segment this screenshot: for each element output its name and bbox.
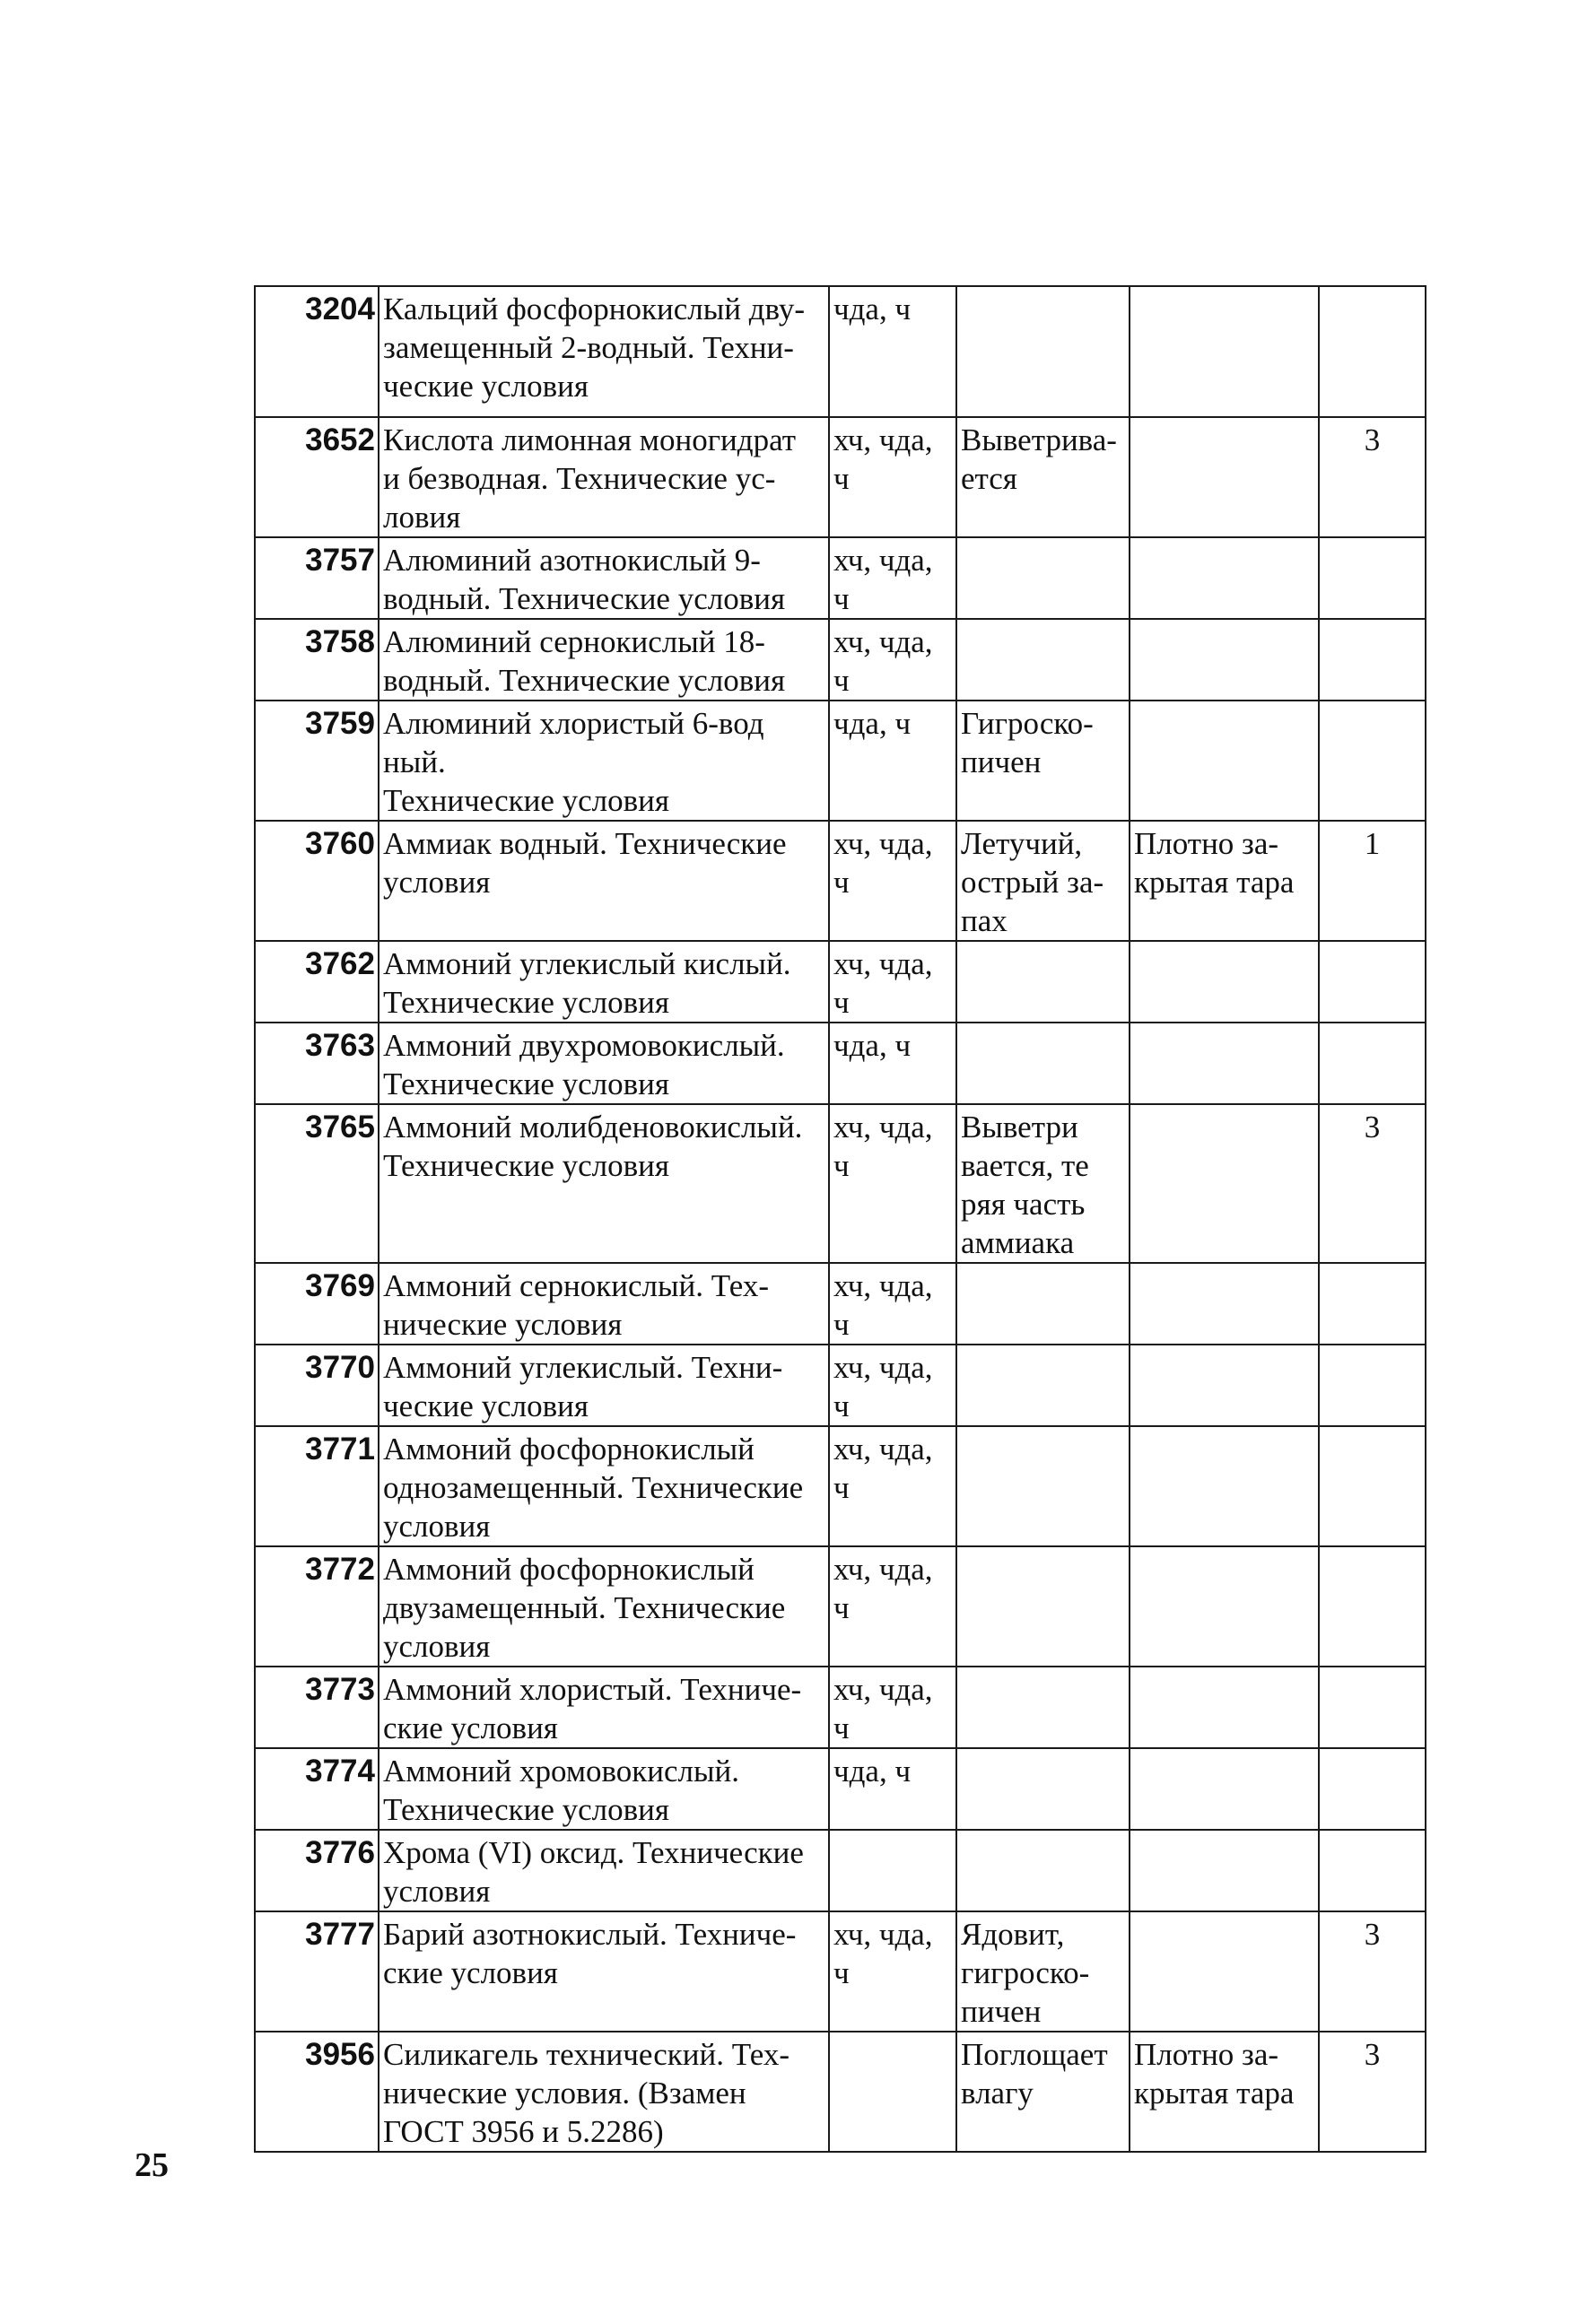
class-cell	[1319, 1667, 1426, 1748]
table-row	[255, 1263, 1426, 1345]
packaging-cell	[1130, 286, 1319, 417]
property-cell: Поглощает влагу	[956, 2032, 1130, 2152]
class-cell	[1319, 1023, 1426, 1104]
property-cell: Выветри вается, те ряя часть аммиака	[956, 1104, 1130, 1263]
standard-number-cell: 3770	[255, 1345, 379, 1426]
class-cell	[1319, 619, 1426, 701]
table-row	[255, 1667, 1426, 1748]
property-cell	[956, 619, 1130, 701]
product-name-cell: Аммоний углекислый кислый. Технические условия	[379, 941, 829, 1023]
standard-number-cell: 3759	[255, 701, 379, 821]
property-cell	[956, 1263, 1130, 1345]
property-cell: Летучий, острый за- пах	[956, 821, 1130, 941]
packaging-cell	[1130, 1023, 1319, 1104]
class-cell	[1319, 1345, 1426, 1426]
standard-number-cell: 3771	[255, 1426, 379, 1546]
qualification-cell: хч, чда, ч	[829, 1104, 956, 1263]
class-cell	[1319, 1748, 1426, 1830]
qualification-cell: хч, чда, ч	[829, 417, 956, 537]
table-row	[255, 2032, 1426, 2152]
product-name-cell: Аммоний сернокислый. Тех- нические условия	[379, 1263, 829, 1345]
packaging-cell	[1130, 1426, 1319, 1546]
table-row	[255, 1023, 1426, 1104]
table-body	[255, 286, 1426, 2152]
table-row	[255, 1911, 1426, 2032]
standards-table	[254, 285, 1426, 2153]
standard-number-cell: 3956	[255, 2032, 379, 2152]
table-row	[255, 821, 1426, 941]
qualification-cell: хч, чда, ч	[829, 1263, 956, 1345]
packaging-cell	[1130, 1104, 1319, 1263]
qualification-cell: чда, ч	[829, 286, 956, 417]
packaging-cell	[1130, 1667, 1319, 1748]
class-cell	[1319, 1263, 1426, 1345]
property-cell	[956, 1748, 1130, 1830]
class-cell	[1319, 286, 1426, 417]
table-row	[255, 1830, 1426, 1911]
class-cell: 1	[1319, 821, 1426, 941]
packaging-cell	[1130, 1345, 1319, 1426]
class-cell	[1319, 1546, 1426, 1667]
product-name-cell: Алюминий сернокислый 18- водный. Технические условия	[379, 619, 829, 701]
property-cell	[956, 1830, 1130, 1911]
product-name-cell: Алюминий хлористый 6-вод ный. Технические условия	[379, 701, 829, 821]
standard-number-cell: 3760	[255, 821, 379, 941]
table-row	[255, 619, 1426, 701]
packaging-cell: Плотно за- крытая тара	[1130, 2032, 1319, 2152]
packaging-cell	[1130, 1830, 1319, 1911]
product-name-cell: Аммиак водный. Технические условия	[379, 821, 829, 941]
class-cell: 3	[1319, 417, 1426, 537]
product-name-cell: Силикагель технический. Тех- нические условия. (Взамен ГОСТ 3956 и 5.2286)	[379, 2032, 829, 2152]
class-cell	[1319, 1426, 1426, 1546]
class-cell: 3	[1319, 1104, 1426, 1263]
class-cell: 3	[1319, 1911, 1426, 2032]
qualification-cell: чда, ч	[829, 1748, 956, 1830]
qualification-cell: чда, ч	[829, 701, 956, 821]
product-name-cell: Хрома (VI) оксид. Технические условия	[379, 1830, 829, 1911]
packaging-cell	[1130, 1748, 1319, 1830]
packaging-cell: Плотно за- крытая тара	[1130, 821, 1319, 941]
property-cell	[956, 1426, 1130, 1546]
product-name-cell: Алюминий азотнокислый 9- водный. Технические условия	[379, 537, 829, 619]
qualification-cell: хч, чда, ч	[829, 619, 956, 701]
qualification-cell: хч, чда, ч	[829, 1667, 956, 1748]
packaging-cell	[1130, 941, 1319, 1023]
qualification-cell: хч, чда, ч	[829, 1426, 956, 1546]
class-cell	[1319, 1830, 1426, 1911]
property-cell	[956, 1667, 1130, 1748]
class-cell	[1319, 701, 1426, 821]
table-row	[255, 537, 1426, 619]
product-name-cell: Аммоний двухромовокислый. Технические условия	[379, 1023, 829, 1104]
standard-number-cell: 3776	[255, 1830, 379, 1911]
product-name-cell: Кислота лимонная моногидрат и безводная. Технические ус- ловия	[379, 417, 829, 537]
packaging-cell	[1130, 619, 1319, 701]
qualification-cell: хч, чда, ч	[829, 1546, 956, 1667]
product-name-cell: Аммоний фосфорнокислый однозамещенный. Технические условия	[379, 1426, 829, 1546]
standard-number-cell: 3772	[255, 1546, 379, 1667]
class-cell	[1319, 941, 1426, 1023]
property-cell	[956, 941, 1130, 1023]
qualification-cell	[829, 2032, 956, 2152]
class-cell: 3	[1319, 2032, 1426, 2152]
standard-number-cell: 3652	[255, 417, 379, 537]
product-name-cell: Аммоний углекислый. Техни- ческие условия	[379, 1345, 829, 1426]
property-cell: Выветрива- ется	[956, 417, 1130, 537]
product-name-cell: Барий азотнокислый. Техниче- ские условия	[379, 1911, 829, 2032]
qualification-cell	[829, 1830, 956, 1911]
packaging-cell	[1130, 417, 1319, 537]
property-cell	[956, 537, 1130, 619]
qualification-cell: хч, чда, ч	[829, 821, 956, 941]
packaging-cell	[1130, 1546, 1319, 1667]
packaging-cell	[1130, 1911, 1319, 2032]
table-row	[255, 1345, 1426, 1426]
table-row	[255, 1104, 1426, 1263]
standard-number-cell: 3773	[255, 1667, 379, 1748]
property-cell: Гигроско- пичен	[956, 701, 1130, 821]
table-row	[255, 701, 1426, 821]
standard-number-cell: 3774	[255, 1748, 379, 1830]
class-cell	[1319, 537, 1426, 619]
standard-number-cell: 3769	[255, 1263, 379, 1345]
product-name-cell: Кальций фосфорнокислый дву- замещенный 2-водный. Техни- ческие условия	[379, 286, 829, 417]
property-cell: Ядовит, гигроско- пичен	[956, 1911, 1130, 2032]
product-name-cell: Аммоний фосфорнокислый двузамещенный. Технические условия	[379, 1546, 829, 1667]
property-cell	[956, 1023, 1130, 1104]
qualification-cell: хч, чда, ч	[829, 941, 956, 1023]
standard-number-cell: 3757	[255, 537, 379, 619]
packaging-cell	[1130, 1263, 1319, 1345]
table-row	[255, 1426, 1426, 1546]
product-name-cell: Аммоний молибденовокислый. Технические условия	[379, 1104, 829, 1263]
table-row	[255, 1748, 1426, 1830]
qualification-cell: хч, чда, ч	[829, 1911, 956, 2032]
packaging-cell	[1130, 701, 1319, 821]
page-number: 25	[135, 2146, 169, 2184]
table-row	[255, 941, 1426, 1023]
property-cell	[956, 1546, 1130, 1667]
standard-number-cell: 3758	[255, 619, 379, 701]
property-cell	[956, 286, 1130, 417]
standard-number-cell: 3763	[255, 1023, 379, 1104]
product-name-cell: Аммоний хромовокислый. Технические условия	[379, 1748, 829, 1830]
table-row	[255, 417, 1426, 537]
standard-number-cell: 3204	[255, 286, 379, 417]
standard-number-cell: 3765	[255, 1104, 379, 1263]
standard-number-cell: 3762	[255, 941, 379, 1023]
product-name-cell: Аммоний хлористый. Техниче- ские условия	[379, 1667, 829, 1748]
packaging-cell	[1130, 537, 1319, 619]
table-row	[255, 286, 1426, 417]
qualification-cell: хч, чда, ч	[829, 1345, 956, 1426]
standard-number-cell: 3777	[255, 1911, 379, 2032]
qualification-cell: хч, чда, ч	[829, 537, 956, 619]
property-cell	[956, 1345, 1130, 1426]
qualification-cell: чда, ч	[829, 1023, 956, 1104]
table-row	[255, 1546, 1426, 1667]
